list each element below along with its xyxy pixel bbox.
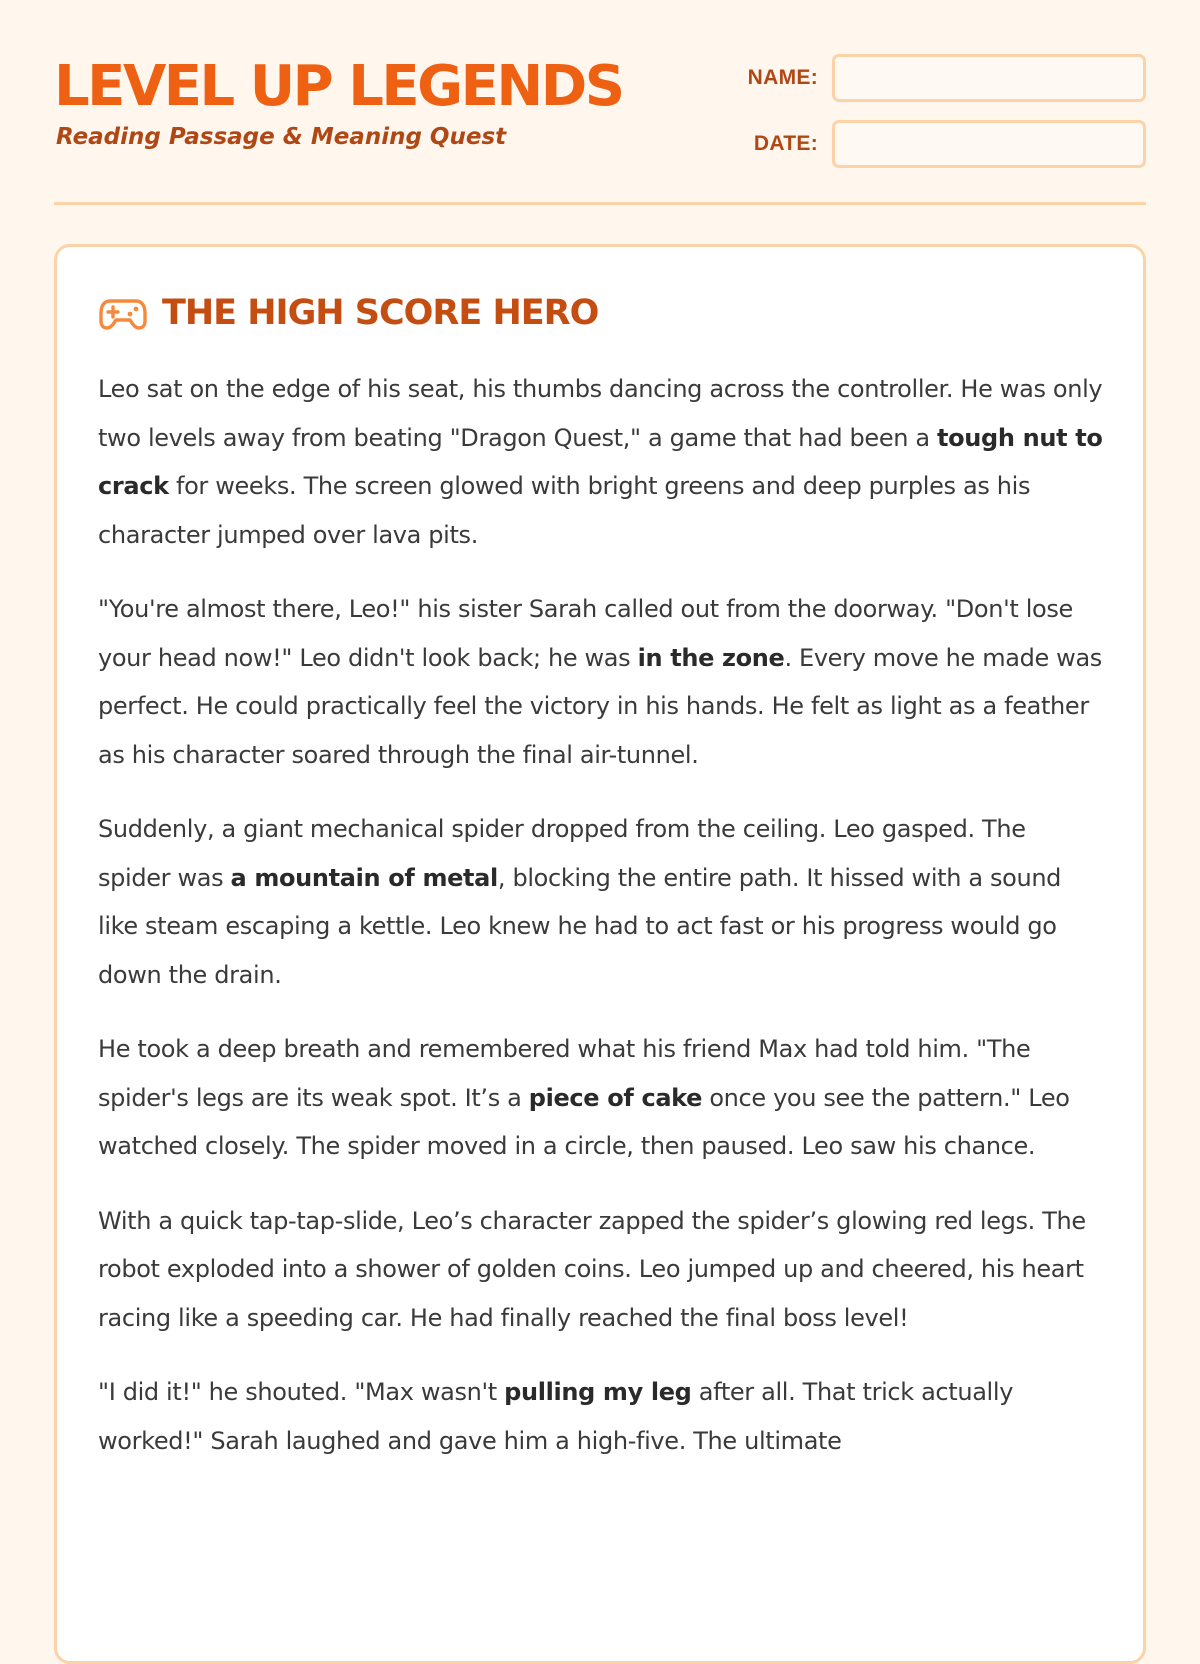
text-run: after all. That trick actually worked!" Sarah laughed and gave him a high-five. The ultimate <box>98 1378 1014 1455</box>
date-input[interactable] <box>832 120 1146 168</box>
date-label: DATE: <box>753 132 818 155</box>
text-run: . Every move he made was perfect. He could practically feel the victory in his hands. He felt as light as a feather as his character soared through the final air-tunnel. <box>98 643 1102 769</box>
passage-paragraph <box>98 1197 1103 1343</box>
text-run: , blocking the entire path. It hissed with a sound like steam escaping a kettle. Leo knew he had to act fast or his progress would go down the drain. <box>98 863 1062 989</box>
text-run: for weeks. The screen glowed with bright greens and deep purples as his character jumped over lava pits. <box>98 472 1031 549</box>
passage-paragraph <box>98 1025 1103 1171</box>
reading-passage-card <box>54 244 1146 1664</box>
highlighted-phrase: tough nut to crack <box>98 423 1103 500</box>
text-run: "You're almost there, Leo!" his sister Sarah called out from the doorway. "Don't lose your head now!" Leo didn't look back; he was <box>98 595 1073 672</box>
game-controller-icon <box>98 293 148 333</box>
passage-paragraph <box>98 805 1103 999</box>
worksheet-header <box>54 52 1146 205</box>
name-field-row <box>748 54 1146 102</box>
worksheet-subtitle: Reading Passage & Meaning Quest <box>56 124 507 150</box>
highlighted-phrase: a mountain of metal <box>230 863 498 892</box>
text-run: once you see the pattern." Leo watched closely. The spider moved in a circle, then paused. Leo saw his chance. <box>98 1083 1070 1160</box>
highlighted-phrase: piece of cake <box>528 1083 703 1112</box>
name-label: NAME: <box>747 66 818 89</box>
highlighted-phrase: in the zone <box>637 643 785 672</box>
text-run: Suddenly, a giant mechanical spider dropped from the ceiling. Leo gasped. The spider was <box>98 815 1026 892</box>
name-input[interactable] <box>832 54 1146 102</box>
highlighted-phrase: pulling my leg <box>504 1378 692 1406</box>
text-run: Leo sat on the edge of his seat, his thumbs dancing across the controller. He was only two levels away from beating "Dragon Quest," a game that had been a <box>98 375 1103 452</box>
passage-paragraph <box>98 365 1103 559</box>
worksheet-title: LEVEL UP LEGENDS <box>54 54 623 119</box>
passage-header <box>98 291 1103 335</box>
text-run: With a quick tap-tap-slide, Leo’s character zapped the spider’s glowing red legs. The robot exploded into a shower of golden coins. Leo jumped up and cheered, his heart racing like a speeding car. He had finally reached the final boss level! <box>98 1206 1086 1332</box>
passage-paragraph <box>98 585 1103 779</box>
text-run: He took a deep breath and remembered what his friend Max had told him. "The spider's legs are its weak spot. It’s a <box>98 1035 1031 1112</box>
text-run: "I did it!" he shouted. "Max wasn't <box>98 1378 505 1406</box>
passage-title: THE HIGH SCORE HERO <box>162 293 599 333</box>
passage-body <box>98 365 1103 1465</box>
date-field-row <box>754 120 1146 168</box>
passage-paragraph <box>98 1368 1103 1465</box>
